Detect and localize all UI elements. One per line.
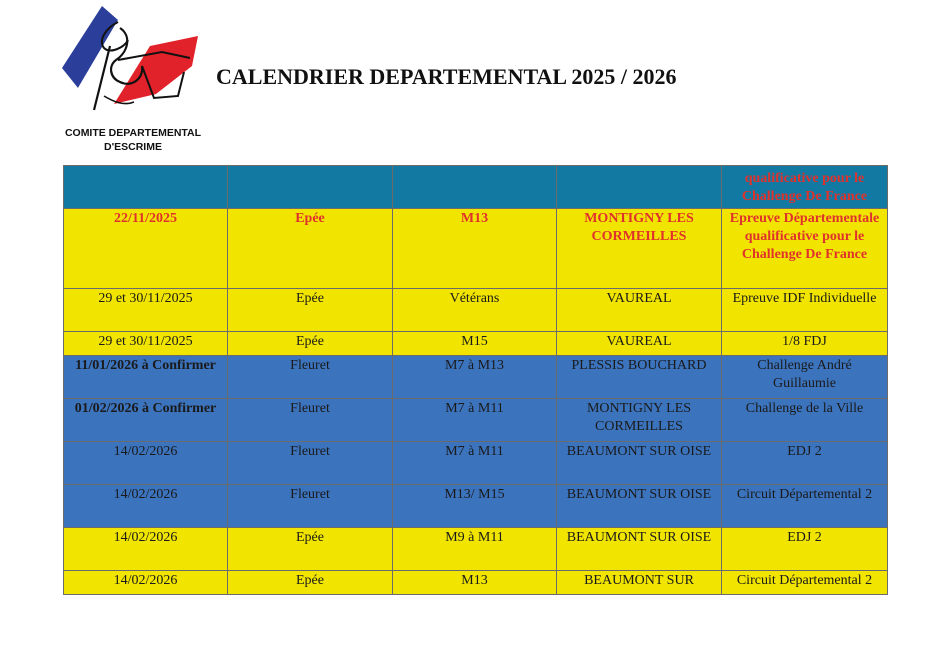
category-cell: Vétérans [393, 289, 557, 332]
location-cell: MONTIGNY LES CORMEILLES [557, 209, 722, 289]
event-cell: Epreuve IDF Individuelle [722, 289, 888, 332]
event-cell: Circuit Départemental 2 [722, 485, 888, 528]
category-cell: M9 à M11 [393, 528, 557, 571]
weapon-cell [228, 166, 393, 209]
date-cell: 14/02/2026 [64, 442, 228, 485]
location-cell: VAUREAL [557, 289, 722, 332]
date-cell: 29 et 30/11/2025 [64, 289, 228, 332]
date-cell: 14/02/2026 [64, 485, 228, 528]
event-cell: 1/8 FDJ [722, 332, 888, 356]
logo-text-line2: D'ESCRIME [104, 141, 162, 153]
weapon-cell: Fleuret [228, 399, 393, 442]
location-cell: BEAUMONT SUR OISE [557, 442, 722, 485]
weapon-cell: Epée [228, 571, 393, 595]
date-cell: 11/01/2026 à Confirmer [64, 356, 228, 399]
page-title: CALENDRIER DEPARTEMENTAL 2025 / 2026 [216, 64, 677, 89]
date-cell [64, 166, 228, 209]
weapon-cell: Epée [228, 209, 393, 289]
category-cell: M7 à M11 [393, 442, 557, 485]
weapon-cell: Epée [228, 332, 393, 356]
table-row [64, 485, 888, 528]
category-cell: M13/ M15 [393, 485, 557, 528]
location-cell: BEAUMONT SUR OISE [557, 528, 722, 571]
date-cell: 29 et 30/11/2025 [64, 332, 228, 356]
weapon-cell: Fleuret [228, 442, 393, 485]
event-cell: EDJ 2 [722, 528, 888, 571]
weapon-cell: Epée [228, 528, 393, 571]
table-row [64, 356, 888, 399]
event-cell [722, 166, 888, 209]
weapon-cell: Fleuret [228, 356, 393, 399]
location-cell: VAUREAL [557, 332, 722, 356]
category-cell: M7 à M13 [393, 356, 557, 399]
event-text: qualificative pour le Challenge De France [741, 171, 868, 204]
calendar-table [63, 165, 888, 595]
logo-text-line1: COMITE DEPARTEMENTAL [64, 127, 202, 139]
table-row [64, 399, 888, 442]
date-cell: 22/11/2025 [64, 209, 228, 289]
category-cell: M13 [393, 209, 557, 289]
category-cell: M13 [393, 571, 557, 595]
location-cell [557, 166, 722, 209]
weapon-cell: Epée [228, 289, 393, 332]
date-cell: 14/02/2026 [64, 528, 228, 571]
event-cell: EDJ 2 [722, 442, 888, 485]
category-cell: M15 [393, 332, 557, 356]
table-row [64, 166, 888, 209]
category-cell [393, 166, 557, 209]
logo-caption [58, 126, 208, 154]
table-row [64, 442, 888, 485]
location-cell: BEAUMONT SUR [557, 571, 722, 595]
date-cell: 01/02/2026 à Confirmer [64, 399, 228, 442]
location-cell: MONTIGNY LES CORMEILLES [557, 399, 722, 442]
event-cell: Challenge de la Ville [722, 399, 888, 442]
category-cell: M7 à M11 [393, 399, 557, 442]
fencing-flag-icon [58, 6, 208, 131]
location-cell: PLESSIS BOUCHARD [557, 356, 722, 399]
table-row [64, 289, 888, 332]
weapon-cell: Fleuret [228, 485, 393, 528]
table-row [64, 528, 888, 571]
event-cell: Challenge André Guillaumie [722, 356, 888, 399]
table-row [64, 209, 888, 289]
table-row [64, 571, 888, 595]
table-row [64, 332, 888, 356]
event-cell: Epreuve Départementale qualificative pour le Challenge De France [722, 209, 888, 289]
committee-logo [58, 6, 208, 156]
event-cell: Circuit Départemental 2 [722, 571, 888, 595]
date-cell: 14/02/2026 [64, 571, 228, 595]
location-cell: BEAUMONT SUR OISE [557, 485, 722, 528]
